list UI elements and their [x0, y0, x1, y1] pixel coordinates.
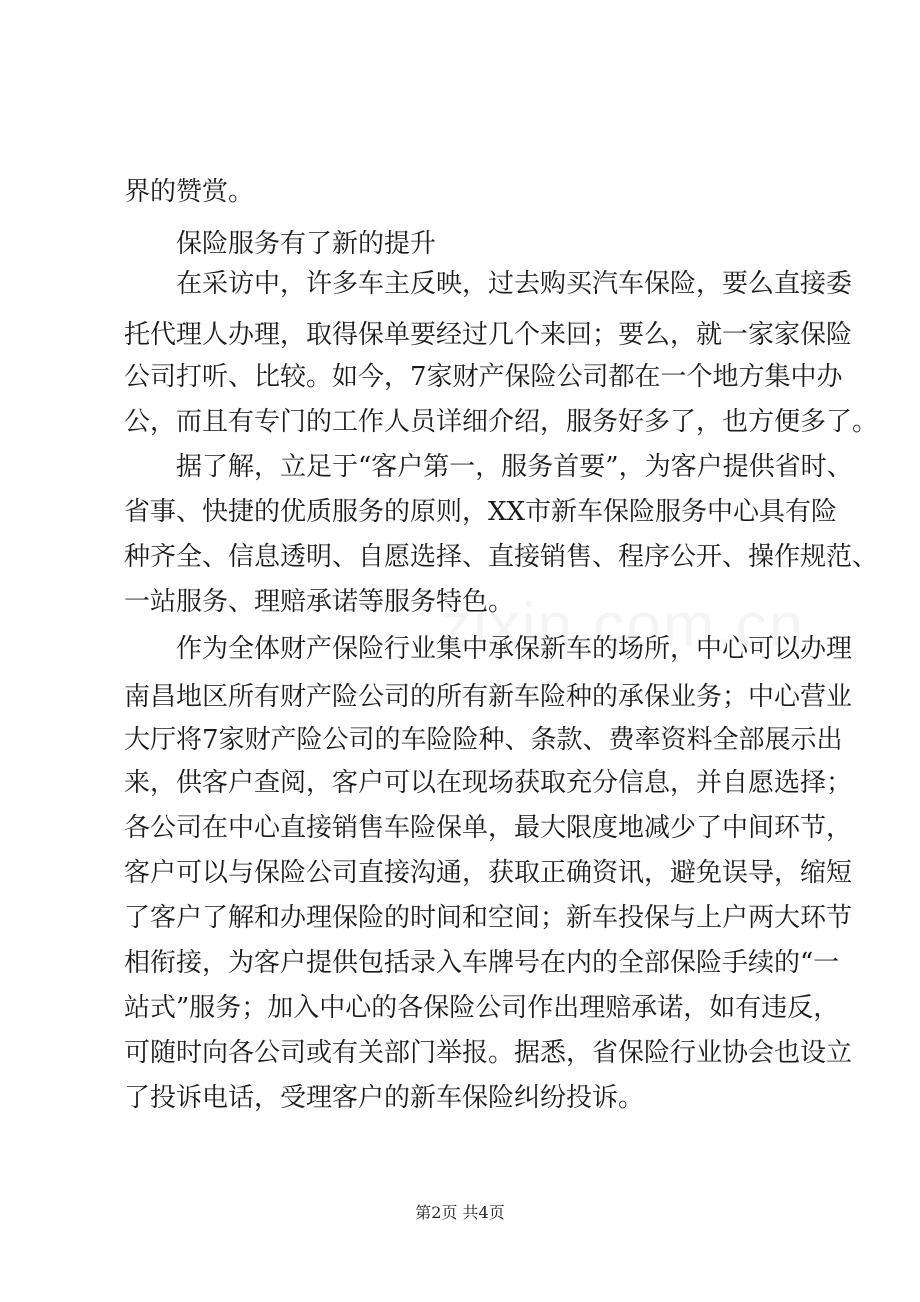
text-line: 一站服务、理赔承诺等服务特色。: [124, 587, 515, 617]
text-line: 据了解，立足于“客户第一，服务首要”，为客户提供省时、: [176, 452, 853, 482]
text-line: 南昌地区所有财产险公司的所有新车险种的承保业务；中心营业: [124, 682, 853, 712]
text-line: 站式”服务；加入中心的各保险公司作出理赔承诺，如有违反，: [124, 993, 840, 1023]
text-line: 界的赞赏。: [124, 177, 255, 207]
text-line: 相衔接，为客户提供包括录入车牌号在内的全部保险手续的“一: [124, 948, 840, 978]
text-line: 公，而且有专门的工作人员详细介绍，服务好多了，也方便多了。: [124, 407, 879, 437]
text-line: 在采访中，许多车主反映，过去购买汽车保险，要么直接委: [176, 269, 853, 299]
text-line: 可随时向各公司或有关部门举报。据悉，省保险行业协会也设立: [124, 1038, 853, 1068]
text-line: 各公司在中心直接销售车险保单，最大限度地减少了中间环节，: [124, 813, 853, 843]
text-line: 了投诉电话，受理客户的新车保险纠纷投诉。: [124, 1083, 645, 1113]
text-line: 作为全体财产保险行业集中承保新车的场所，中心可以办理: [176, 634, 853, 664]
text-line: 托代理人办理，取得保单要经过几个来回；要么，就一家家保险: [124, 320, 853, 350]
text-line: 来，供客户查阅，客户可以在现场获取充分信息，并自愿选择；: [124, 768, 853, 798]
page-number-footer: 第2页 共4页: [415, 1203, 505, 1222]
text-line: 大厅将7家财产险公司的车险险种、条款、费率资料全部展示出: [124, 725, 843, 755]
text-line: 公司打听、比较。如今，7家财产保险公司都在一个地方集中办: [124, 362, 843, 392]
text-line: 了客户了解和办理保险的时间和空间；新车投保与上户两大环节: [124, 903, 853, 933]
text-line: 种齐全、信息透明、自愿选择、直接销售、程序公开、操作规范、: [124, 542, 879, 572]
text-line: 省事、快捷的优质服务的原则，XX市新车保险服务中心具有险: [124, 497, 838, 527]
text-line: 客户可以与保险公司直接沟通，获取正确资讯，避免误导，缩短: [124, 858, 853, 888]
section-heading: 保险服务有了新的提升: [176, 229, 437, 259]
